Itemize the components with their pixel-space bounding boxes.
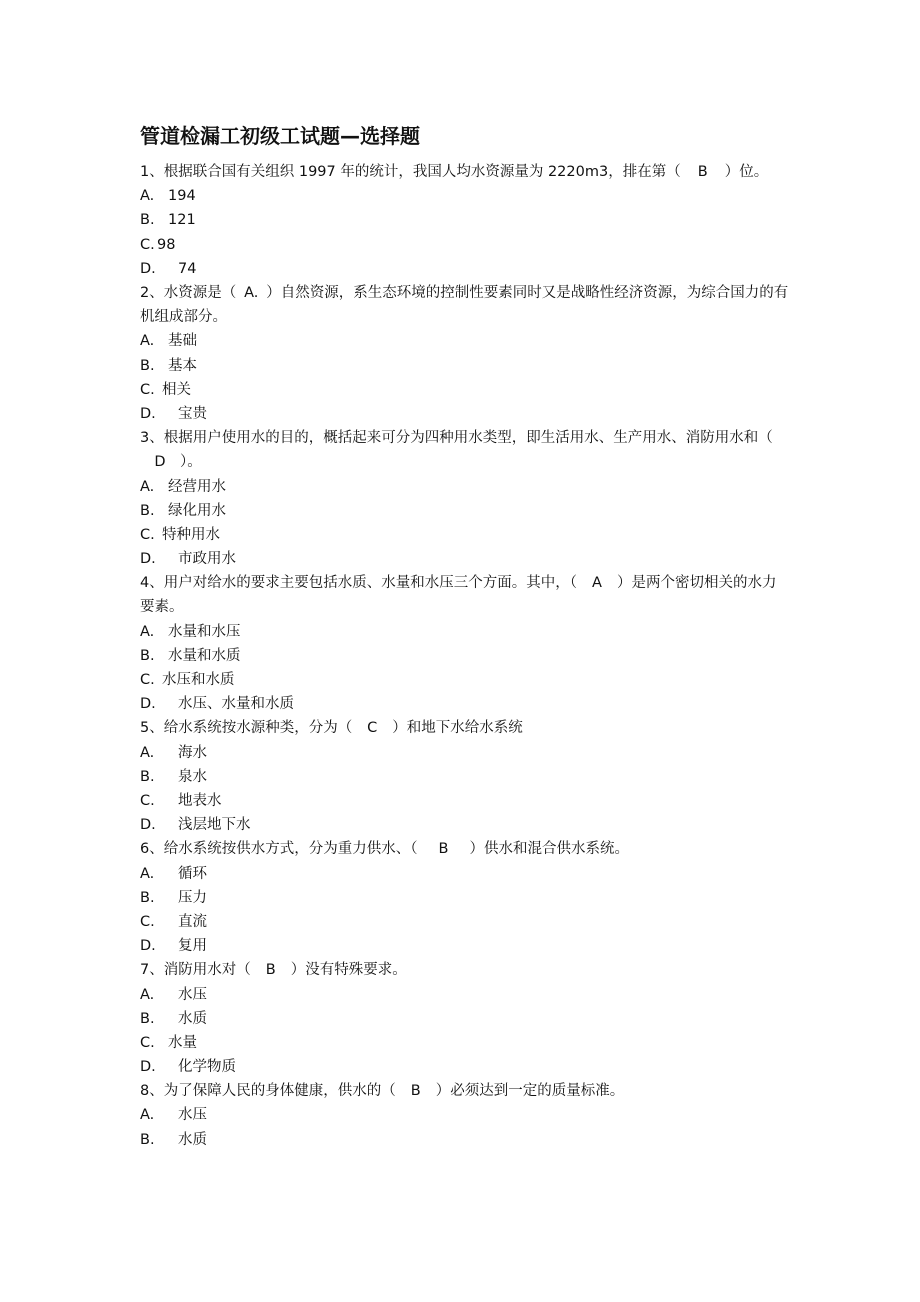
option-d: D. 宝贵 xyxy=(140,405,207,422)
question-text: 用户对给水的要求主要包括水质、水量和水压三个方面。其中，（ xyxy=(163,575,577,592)
question-text-after: ）没有特殊要求。 xyxy=(290,962,407,979)
option-a: A. 基础 xyxy=(140,333,197,350)
option-d: D. 复用 xyxy=(140,938,207,955)
option-c: C. 直流 xyxy=(140,913,207,930)
question-number: 1、 xyxy=(140,164,164,180)
question-3 xyxy=(140,426,790,474)
answer-text: A xyxy=(592,575,602,592)
answer-text: A. xyxy=(244,284,259,301)
option-d: D. 化学物质 xyxy=(140,1059,236,1076)
question-text: 给水系统按供水方式，分为重力供水、（ xyxy=(163,841,418,858)
answer-text: B xyxy=(265,962,276,979)
question-text: 给水系统按水源种类，分为（ xyxy=(163,720,353,737)
question-number: 5、 xyxy=(140,720,164,737)
option-a: A. 194 xyxy=(140,188,196,205)
question-text: 为了保障人民的身体健康，供水的（ xyxy=(163,1083,396,1100)
question-number: 6、 xyxy=(140,841,164,858)
answer-text: B xyxy=(410,1083,421,1100)
option-d: D. 74 xyxy=(140,260,197,277)
option-c: C. 水量 xyxy=(140,1034,197,1051)
answer-text: D xyxy=(154,454,166,471)
question-text: 消防用水对（ xyxy=(163,962,251,979)
question-number: 8、 xyxy=(140,1083,164,1100)
question-5 xyxy=(140,716,790,740)
question-text: 根据联合国有关组织 1997 年的统计，我国人均水资源量为 2220m3，排在第（ xyxy=(163,164,681,180)
question-number: 4、 xyxy=(140,575,164,592)
page-title: 管道检漏工初级工试题—选择题 xyxy=(140,124,420,148)
question-text-after: ）和地下水给水系统 xyxy=(392,720,523,737)
option-a: A. 经营用水 xyxy=(140,478,226,495)
question-list xyxy=(140,160,790,1152)
option-c: C. 相关 xyxy=(140,381,191,398)
option-c: C. 98 xyxy=(140,236,176,253)
question-2 xyxy=(140,281,790,329)
option-b: B. 泉水 xyxy=(140,768,207,785)
question-text-after: ）必须达到一定的质量标准。 xyxy=(435,1083,625,1100)
question-6 xyxy=(140,837,790,861)
option-b: B. 水量和水质 xyxy=(140,647,241,664)
option-b: B. 水质 xyxy=(140,1010,207,1027)
question-text-after: ）自然资源，系生态环境的控制性要素同时又是战略性经济资源，为综合国力的有机组成部分。 xyxy=(140,284,789,326)
question-text-after: ）位。 xyxy=(724,164,769,180)
answer-text: B xyxy=(438,841,449,858)
question-text-after: ）。 xyxy=(180,454,202,471)
question-1 xyxy=(140,160,790,184)
option-a: A. 水压 xyxy=(140,986,207,1003)
answer-text: B xyxy=(697,164,708,180)
option-c: C. 水压和水质 xyxy=(140,672,235,689)
question-text-after: ）是两个密切相关的水力要素。 xyxy=(140,575,777,616)
option-d: D. 市政用水 xyxy=(140,551,236,568)
question-number: 2、 xyxy=(140,284,164,301)
option-c: C. 地表水 xyxy=(140,793,222,809)
option-a: A. 水量和水压 xyxy=(140,623,241,640)
question-number: 7、 xyxy=(140,962,164,979)
question-7 xyxy=(140,958,790,982)
question-text-after: ）供水和混合供水系统。 xyxy=(469,841,629,858)
option-b: B. 水质 xyxy=(140,1131,207,1148)
option-a: A. 海水 xyxy=(140,744,207,761)
option-b: B. 121 xyxy=(140,212,196,229)
option-a: A. 水压 xyxy=(140,1107,207,1124)
question-4 xyxy=(140,571,790,619)
answer-text: C xyxy=(367,720,378,737)
option-c: C. 特种用水 xyxy=(140,526,220,543)
option-a: A. 循环 xyxy=(140,865,207,882)
option-d: D. 浅层地下水 xyxy=(140,817,251,834)
question-text: 根据用户使用水的目的，概括起来可分为四种用水类型，即生活用水、生产用水、消防用水和（ xyxy=(163,430,773,447)
question-text: 水资源是（ xyxy=(163,284,237,301)
option-b: B. 基本 xyxy=(140,357,197,374)
question-number: 3、 xyxy=(140,430,164,447)
option-b: B. 压力 xyxy=(140,889,207,906)
option-b: B. 绿化用水 xyxy=(140,502,226,519)
option-d: D. 水压、水量和水质 xyxy=(140,696,294,713)
question-8 xyxy=(140,1079,790,1103)
